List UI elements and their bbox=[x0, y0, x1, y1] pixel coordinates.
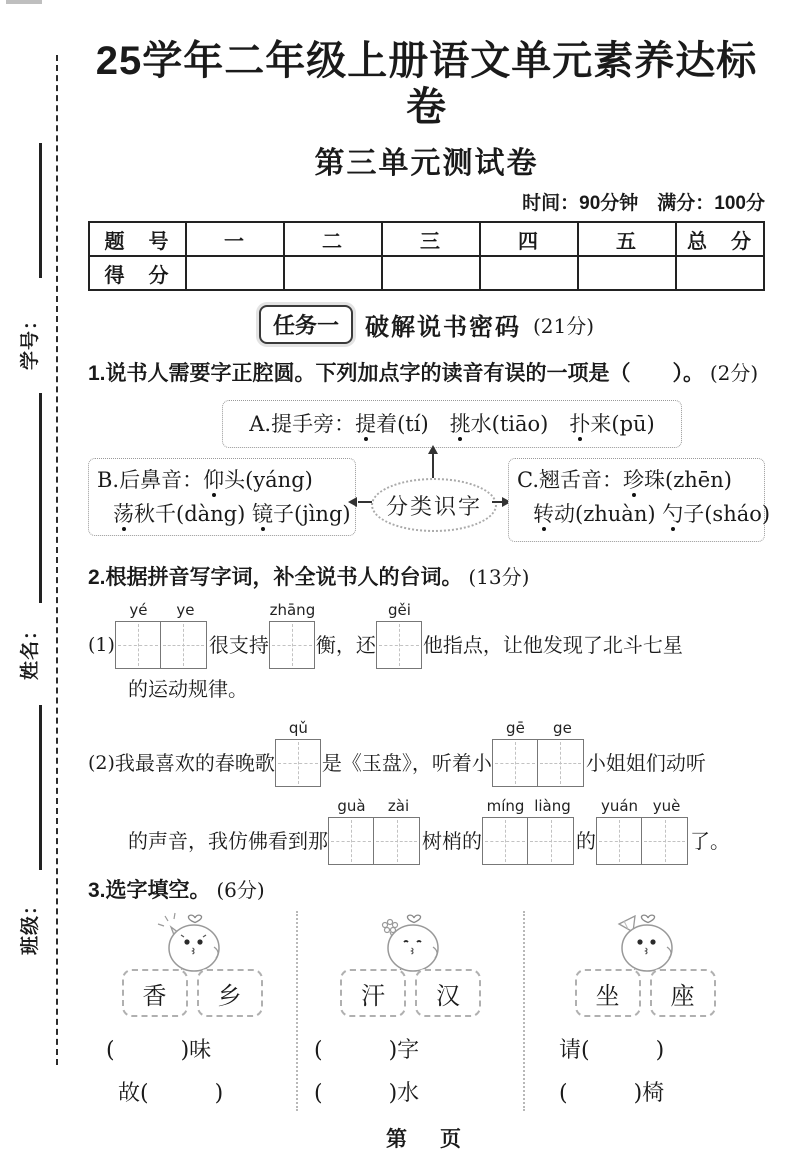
task1-banner bbox=[88, 305, 765, 344]
q3-column-3 bbox=[525, 911, 765, 1111]
writing-box[interactable] bbox=[482, 817, 528, 865]
option-a-line bbox=[249, 407, 654, 441]
q2-points: (13分) bbox=[468, 565, 530, 590]
choice-card: 坐 bbox=[575, 969, 641, 1017]
score-cell[interactable] bbox=[382, 256, 480, 290]
score-header-cell: 五 bbox=[578, 222, 676, 256]
fill-blank[interactable]: ( )字 bbox=[314, 1038, 420, 1064]
q1-classification-diagram bbox=[88, 400, 771, 548]
pinyin-writing-unit bbox=[596, 797, 690, 865]
class-label: 班级： bbox=[20, 895, 41, 956]
score-header-cell: 题 号 bbox=[89, 222, 186, 256]
writing-box[interactable] bbox=[275, 739, 321, 787]
choice-card: 座 bbox=[650, 969, 716, 1017]
sentence-text: 我最喜欢的春晚歌 bbox=[114, 750, 275, 775]
mascot-group bbox=[298, 911, 523, 1017]
name-blank-line[interactable] bbox=[39, 393, 42, 603]
seg: 动(zhuàn) bbox=[554, 502, 663, 527]
paper-subtitle: 第三单元测试卷 bbox=[314, 147, 539, 180]
arrow-left-icon bbox=[348, 497, 357, 507]
choice-cards bbox=[575, 969, 716, 1017]
q2-item2-line1 bbox=[88, 719, 765, 787]
arrow-up-icon bbox=[428, 445, 438, 454]
seg: 子(jìng) bbox=[273, 502, 351, 527]
pinyin-label: gē bbox=[506, 718, 525, 737]
seg: 水(tiāo) bbox=[470, 412, 570, 437]
score-header-cell: 二 bbox=[284, 222, 382, 256]
name-label: 姓名： bbox=[20, 620, 41, 681]
q3-column-2 bbox=[298, 911, 525, 1111]
classification-hub: 分类识字 bbox=[371, 478, 497, 532]
score-header-cell: 三 bbox=[382, 222, 480, 256]
pinyin-writing-unit bbox=[328, 797, 422, 865]
pinyin-label: yuán bbox=[600, 796, 639, 815]
dotted-char: 荡 bbox=[113, 502, 134, 527]
arrow-up-line bbox=[432, 453, 434, 478]
score-table bbox=[88, 221, 765, 291]
choice-card: 香 bbox=[122, 969, 188, 1017]
task1-title: 破解说书密码 bbox=[364, 314, 521, 341]
writing-box[interactable] bbox=[376, 621, 422, 669]
pinyin-writing-unit bbox=[275, 719, 322, 787]
fill-blank[interactable]: 故( ) bbox=[118, 1081, 224, 1107]
score-table-score-row bbox=[89, 256, 764, 290]
q3-stem-text: 3.选字填空。 bbox=[88, 878, 211, 902]
pinyin-label: ye bbox=[176, 600, 195, 619]
item-number: (1) bbox=[88, 633, 115, 656]
score-header-cell: 总 分 bbox=[676, 222, 764, 256]
task1-badge: 任务一 bbox=[259, 305, 353, 344]
dotted-char: 挑 bbox=[449, 412, 471, 437]
writing-box[interactable] bbox=[269, 621, 315, 669]
q3-points: (6分) bbox=[216, 877, 265, 902]
sentence-text: 的声音，我仿佛看到那 bbox=[128, 828, 328, 853]
seg: 子(sháo) bbox=[683, 502, 771, 527]
pinyin-label: guà bbox=[337, 796, 366, 815]
writing-box[interactable] bbox=[492, 739, 538, 787]
writing-box[interactable] bbox=[642, 817, 688, 865]
dotted-char: 提 bbox=[355, 412, 377, 437]
pinyin-writing-unit bbox=[269, 601, 316, 669]
arrow-left-line bbox=[358, 501, 372, 503]
writing-box[interactable] bbox=[538, 739, 584, 787]
pinyin-label: qǔ bbox=[288, 718, 308, 737]
pinyin-label: gěi bbox=[387, 600, 411, 619]
option-c-line2 bbox=[517, 497, 771, 531]
sentence-text: 树梢的 bbox=[422, 828, 482, 853]
writing-box[interactable] bbox=[328, 817, 374, 865]
seg: B.后鼻音： bbox=[97, 468, 204, 493]
writing-box[interactable] bbox=[115, 621, 161, 669]
item-number: (2) bbox=[88, 751, 115, 774]
q2-item1-line2: 的运动规律。 bbox=[128, 676, 248, 701]
student-id-label: 学号： bbox=[20, 310, 41, 371]
student-id-blank-line[interactable] bbox=[39, 143, 42, 278]
score-header-cell: 四 bbox=[480, 222, 578, 256]
fill-blank[interactable]: ( )味 bbox=[106, 1038, 212, 1064]
writing-box[interactable] bbox=[528, 817, 574, 865]
pinyin-label: ge bbox=[553, 718, 572, 737]
page-number-footer: 第 页 bbox=[386, 1128, 467, 1152]
time-score-info: 时间：90分钟 满分：100分 bbox=[522, 193, 765, 214]
class-blank-line[interactable] bbox=[39, 705, 42, 870]
q1-stem-text: 1.说书人需要字正腔圆。下列加点字的读音有误的一项是（ ）。 bbox=[88, 362, 705, 385]
fill-blank[interactable]: ( )椅 bbox=[559, 1081, 665, 1107]
pinyin-label: yuè bbox=[652, 796, 681, 815]
q1-stem bbox=[88, 360, 765, 388]
option-b-line1 bbox=[97, 463, 347, 497]
pinyin-label: míng bbox=[486, 796, 525, 815]
q3-choice-grid bbox=[88, 911, 765, 1111]
sentence-text: 他指点，让他发现了北斗七星 bbox=[422, 632, 683, 657]
score-cell[interactable] bbox=[186, 256, 284, 290]
sentence-text: 是《玉盘》，听着小 bbox=[321, 750, 492, 775]
pinyin-label: zhāng bbox=[269, 600, 316, 619]
q2-item2-line2 bbox=[88, 797, 765, 865]
paper-body bbox=[88, 0, 771, 1153]
score-cell[interactable] bbox=[676, 256, 764, 290]
sentence-text: 小姐姐们动听 bbox=[585, 750, 706, 775]
seg: A.提手旁： bbox=[249, 412, 356, 437]
pinyin-label: liàng bbox=[534, 796, 571, 815]
choice-card: 汉 bbox=[415, 969, 481, 1017]
choice-cards bbox=[340, 969, 481, 1017]
seg: C.翘舌音： bbox=[517, 468, 623, 493]
q3-stem bbox=[88, 877, 765, 905]
dotted-char: 勺 bbox=[662, 502, 684, 527]
seg: 头(yáng) bbox=[224, 468, 313, 493]
mascot-group bbox=[88, 911, 296, 1017]
paper-title: 25学年二年级上册语文单元素养达标卷 bbox=[95, 39, 758, 129]
pinyin-writing-unit bbox=[376, 601, 423, 669]
q2-stem bbox=[88, 564, 765, 592]
writing-box[interactable] bbox=[374, 817, 420, 865]
fill-blank[interactable]: 请( ) bbox=[559, 1038, 665, 1064]
score-cell[interactable] bbox=[578, 256, 676, 290]
scan-artifact bbox=[6, 0, 42, 4]
choice-card: 汗 bbox=[340, 969, 406, 1017]
task1-points: (21分) bbox=[532, 314, 595, 338]
fill-blank[interactable]: ( )水 bbox=[314, 1081, 420, 1107]
seal-dashed-line bbox=[56, 55, 58, 1065]
option-b-line2 bbox=[97, 497, 351, 531]
score-row-label: 得 分 bbox=[89, 256, 186, 290]
score-table-header-row bbox=[89, 222, 764, 256]
seg: 着(tí) bbox=[376, 412, 450, 437]
pinyin-writing-unit bbox=[115, 601, 209, 669]
sentence-text: 的 bbox=[576, 828, 596, 853]
score-cell[interactable] bbox=[480, 256, 578, 290]
seg: 秋千(dàng) bbox=[134, 502, 252, 527]
pinyin-label: yé bbox=[129, 600, 148, 619]
option-a-box bbox=[222, 400, 682, 448]
choice-cards bbox=[122, 969, 263, 1017]
pinyin-writing-unit bbox=[482, 797, 576, 865]
q2-item1-line1 bbox=[88, 601, 765, 669]
dotted-char: 珍 bbox=[623, 468, 644, 493]
option-c-line1 bbox=[517, 463, 756, 497]
score-cell[interactable] bbox=[284, 256, 382, 290]
q2-stem-text: 2.根据拼音写字词，补全说书人的台词。 bbox=[88, 566, 463, 590]
option-b-box bbox=[88, 458, 356, 536]
sentence-text: 很支持 bbox=[208, 632, 269, 657]
writing-box[interactable] bbox=[596, 817, 642, 865]
dotted-char: 镜 bbox=[252, 502, 273, 527]
seg: 来(pū) bbox=[590, 412, 655, 437]
seg: 珠(zhēn) bbox=[644, 468, 732, 493]
option-c-box bbox=[508, 458, 771, 542]
writing-box[interactable] bbox=[161, 621, 207, 669]
pinyin-writing-unit bbox=[492, 719, 586, 787]
score-header-cell: 一 bbox=[186, 222, 284, 256]
sentence-text: 衡，还 bbox=[315, 632, 376, 657]
q3-column-1 bbox=[88, 911, 298, 1111]
bird-flower-icon bbox=[363, 911, 459, 977]
choice-card: 乡 bbox=[197, 969, 263, 1017]
sentence-text: 了。 bbox=[690, 828, 730, 853]
bird-party-popper-icon bbox=[144, 911, 240, 977]
q1-points: (2分) bbox=[709, 361, 759, 385]
mascot-group bbox=[525, 911, 765, 1017]
bird-party-hat-icon bbox=[597, 911, 693, 977]
dotted-char: 扑 bbox=[569, 412, 591, 437]
dotted-char: 转 bbox=[533, 502, 554, 527]
dotted-char: 仰 bbox=[203, 468, 225, 493]
pinyin-label: zài bbox=[387, 796, 410, 815]
